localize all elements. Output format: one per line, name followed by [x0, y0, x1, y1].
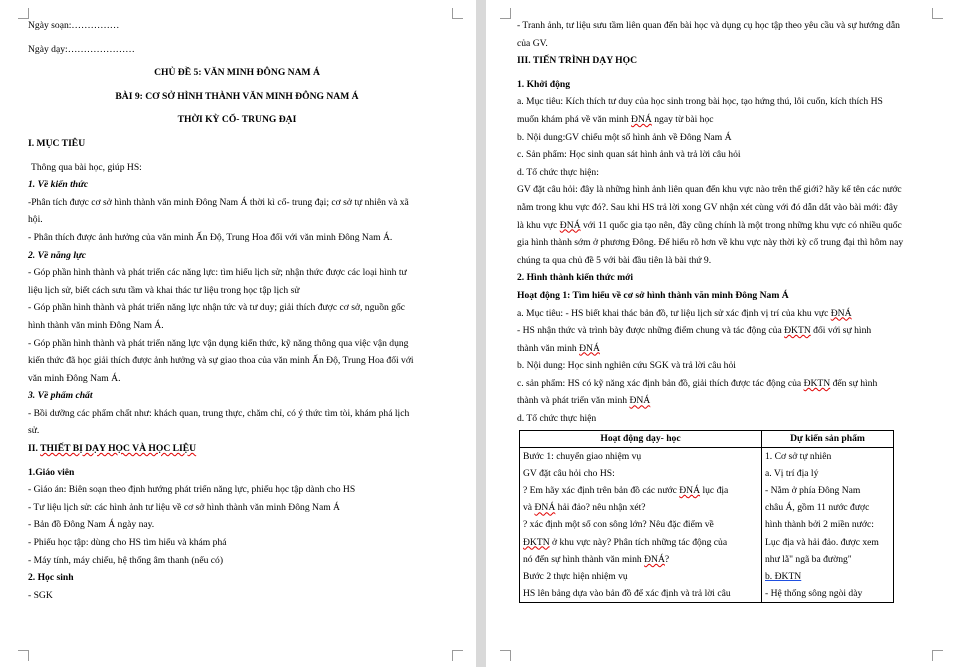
paragraph: - Bồi dưỡng các phẩm chất như: khách quan, trung thực, chăm chỉ, có ý thức tìm tòi, khám phá lịch — [28, 407, 410, 419]
paragraph: hội. — [28, 214, 43, 226]
cell-line: a. Vị trí địa lý — [765, 467, 819, 479]
subsection-heading: 1.Giáo viên — [28, 466, 75, 478]
subsection-heading: 1. Về kiến thức — [28, 179, 89, 191]
abbr-dna: ĐNÁ — [629, 395, 651, 407]
text-run: - HS nhận thức và trình bày được những điểm chung và tác động của — [517, 325, 785, 337]
paragraph: - SGK — [28, 589, 53, 601]
table-row — [520, 447, 894, 603]
text-run: với 11 quốc gia tạo nên, đây cũng chính là một trong những khu vực có nhiều quốc — [580, 219, 902, 231]
document-page-right — [486, 0, 958, 667]
text-run: đối với sự hình — [810, 325, 872, 337]
text-run: hải đảo? nêu nhận xét? — [555, 502, 646, 514]
abbr-dna: ĐNÁ — [830, 307, 852, 319]
paragraph: của GV. — [517, 37, 548, 49]
cell-line: hình thành bởi 2 miền nước: — [765, 519, 874, 531]
text-run: muốn khám phá về văn minh — [517, 113, 632, 125]
paragraph: d. Tổ chức thực hiện: — [517, 166, 599, 178]
section-heading: I. MỤC TIÊU — [28, 137, 86, 149]
crop-mark — [500, 650, 511, 661]
section-title: THIẾT BỊ DẠY HỌC VÀ HỌC LIỆU — [40, 443, 197, 455]
paragraph: - Phân thích được ảnh hưởng của văn minh Ấn Độ, Trung Hoa đối với văn minh Đông Nam Á. — [28, 231, 393, 243]
topic-title: CHỦ ĐỀ 5: VĂN MINH ĐÔNG NAM Á — [154, 67, 320, 79]
cell-line — [523, 499, 758, 516]
abbr-dna: ĐNÁ — [644, 553, 665, 565]
table-cell-product — [762, 447, 894, 603]
abbr-dna: ĐNÁ — [559, 219, 581, 231]
activity-heading: Hoạt động 1: Tìm hiểu về cơ sở hình thành văn minh Đông Nam Á — [517, 289, 789, 301]
paragraph: b. Nội dung:GV chiếu một số hình ảnh về Đông Nam Á — [517, 131, 732, 143]
cell-line: GV đặt câu hỏi cho HS: — [523, 467, 615, 479]
document-page-left — [0, 0, 476, 667]
paragraph — [517, 111, 932, 129]
paragraph: văn minh Đông Nam Á. — [28, 372, 121, 384]
text-run: nó đến sự hình thành văn minh — [523, 553, 645, 565]
text-run: ? Em hãy xác định trên bản đồ các nước — [523, 485, 680, 497]
paragraph — [517, 305, 932, 323]
text-run: thành và phát triển văn minh — [517, 395, 630, 407]
text-run: lục địa — [700, 485, 729, 497]
paragraph: Thông qua bài học, giúp HS: — [31, 161, 142, 173]
text-run: a. Mục tiêu: - HS biết khai thác bản đồ, tư liệu lịch sử xác định vị trí của khu vực — [517, 307, 831, 319]
prep-date: Ngày soạn:…………… — [28, 20, 120, 31]
paragraph: - Máy tính, máy chiếu, hệ thống âm thanh (nếu có) — [28, 554, 224, 566]
cell-line: - Hệ thống sông ngòi dày — [765, 588, 863, 600]
abbr-dktn: ĐKTN — [803, 377, 831, 389]
paragraph — [517, 217, 932, 235]
paragraph: - Tư liệu lịch sử: các hình ảnh tư liệu về cơ sở hình thành văn minh Đông Nam Á — [28, 501, 340, 513]
paragraph: - Phiếu học tập: dùng cho HS tìm hiểu và khám phá — [28, 537, 227, 549]
paragraph: a. Mục tiêu: Kích thích tư duy của học sinh trong bài học, tạo hứng thú, lôi cuốn, kích thích HS — [517, 96, 883, 108]
activity-table — [519, 430, 894, 604]
text-run: ngay từ bài học — [651, 113, 714, 125]
page-gutter — [476, 0, 486, 667]
table-header: Hoạt động dạy- học — [520, 430, 762, 447]
cell-line: 1. Cơ sở tự nhiên — [765, 450, 832, 462]
paragraph: gia hình thành sớm ở phương Đông. Để hiểu rõ hơn về khu vực này thời kỳ cổ trung đại thì hôm nay — [517, 237, 904, 249]
crop-mark — [452, 650, 463, 661]
crop-mark — [932, 650, 943, 661]
subsection-heading: 2. Học sinh — [28, 572, 74, 584]
text-run: và — [523, 502, 535, 514]
period-title: THỜI KỲ CỔ- TRUNG ĐẠI — [177, 114, 297, 126]
section-number: II. — [28, 443, 41, 455]
abbr-dna: ĐNÁ — [679, 485, 701, 497]
page-text — [517, 17, 932, 603]
subsection-heading: 2. Hình thành kiến thức mới — [517, 272, 634, 284]
paragraph — [517, 340, 932, 358]
paragraph: c. Sản phẩm: Học sinh quan sát hình ảnh và trả lời câu hỏi — [517, 149, 741, 161]
paragraph: hình thành văn minh Đông Nam Á. — [28, 319, 164, 331]
paragraph: - Tranh ảnh, tư liệu sưu tầm liên quan đến bài học và dụng cụ học tập theo yêu cầu và sự hướng dẫn — [517, 20, 900, 31]
paragraph: - Góp phần hình thành và phát triển năng lực vận dụng kiến thức, kỹ năng thông qua việc vận dụng — [28, 337, 409, 349]
crop-mark — [452, 8, 463, 19]
crop-mark — [18, 650, 29, 661]
paragraph: - Góp phần hình thành và phát triển các năng lực: tìm hiểu lịch sử; nhận thức được các loại hình tư — [28, 267, 407, 279]
paragraph — [517, 322, 932, 340]
cell-line: ? xác định một số con sông lớn? Nêu đặc điểm về — [523, 519, 714, 531]
subsection-heading: 1. Khởi động — [517, 78, 571, 90]
subsection-heading: 2. Về năng lực — [28, 249, 86, 261]
cell-line — [523, 534, 758, 551]
paragraph: - Góp phần hình thành và phát triển năng lực nhận tức và tư duy; giải thích được cơ sở, nguồn gốc — [28, 302, 406, 314]
cell-line: b. ĐKTN — [765, 571, 802, 583]
paragraph — [517, 392, 932, 410]
paragraph: kiến thức đã học giải thích được ảnh hưởng và sự giao thoa của văn minh Ấn Độ, Trung Hoa đối với — [28, 355, 414, 367]
paragraph: - Bản đồ Đông Nam Á ngày nay. — [28, 519, 155, 531]
subsection-heading: 3. Về phẩm chất — [28, 390, 93, 402]
abbr-dna: ĐNÁ — [534, 502, 556, 514]
abbr-dna: ĐNÁ — [579, 342, 600, 354]
text-run: ở khu vực này? Phân tích những tác động của — [549, 536, 728, 548]
cell-line: Bước 1: chuyển giao nhiệm vụ — [523, 450, 642, 462]
page-text — [28, 17, 446, 604]
text-run: ? — [664, 553, 670, 565]
lesson-title: BÀI 9: CƠ SỞ HÌNH THÀNH VĂN MINH ĐÔNG NAM Á — [115, 90, 359, 102]
paragraph: liệu lịch sử, biết cách sưu tầm và khai thác tư liệu trong học tập lịch sử — [28, 284, 300, 296]
cell-line: châu Á, gồm 11 nước được — [765, 502, 870, 514]
cell-line: Lục địa và hải đảo. được xem — [765, 536, 879, 548]
paragraph: chúng ta qua chủ đề 5 với bài đầu tiên là bài thứ 9. — [517, 254, 712, 266]
paragraph: b. Nội dung: Học sinh nghiên cứu SGK và trả lời câu hỏi — [517, 360, 736, 372]
cell-line — [523, 551, 758, 568]
paragraph: -Phân tích được cơ sở hình thành văn minh Đông Nam Á thời kì cổ- trung đại; cơ sở tự nhiên và xã — [28, 196, 409, 208]
table-cell-activity — [520, 447, 762, 603]
paragraph: GV đặt câu hỏi: đây là những hình ảnh liên quan đến khu vực nào trên thế giới? hãy kể tên các nước — [517, 184, 902, 196]
abbr-dktn: ĐKTN — [523, 536, 550, 548]
cell-line — [523, 482, 758, 499]
text-run: đến sự hình — [830, 377, 878, 389]
abbr-dna: ĐNÁ — [631, 113, 652, 125]
cell-line: HS lên bảng dựa vào bản đồ để xác định và trả lời câu — [523, 588, 731, 600]
text-run: là khu vực — [517, 219, 560, 231]
paragraph — [517, 375, 932, 393]
cell-line: - Nằm ở phía Đông Nam — [765, 485, 861, 497]
abbr-dktn: ĐKTN — [784, 325, 811, 337]
text-run: c. sản phẩm: HS có kỹ năng xác định bản đồ, giải thích được tác động của — [517, 377, 804, 389]
crop-mark — [932, 8, 943, 19]
teach-date: Ngày dạy:………………… — [28, 43, 135, 55]
paragraph: - Giáo án: Biên soạn theo định hướng phát triển năng lực, phiếu học tập dành cho HS — [28, 484, 356, 496]
cell-line: Bước 2 thực hiện nhiệm vụ — [523, 571, 628, 583]
paragraph: sử. — [28, 425, 40, 437]
section-heading: III. TIẾN TRÌNH DẠY HỌC — [517, 55, 638, 67]
text-run: thành văn minh — [517, 342, 580, 354]
paragraph: d. Tổ chức thực hiện — [517, 413, 597, 425]
cell-line: như lằ" ngã ba đường" — [765, 553, 852, 565]
crop-mark — [500, 8, 511, 19]
section-heading — [28, 440, 446, 458]
paragraph: nằm trong khu vực đó?. Sau khi HS trả lời xong GV nhận xét cùng với đó dẫn dắt vào bài mới: đây — [517, 201, 898, 213]
table-header: Dự kiến sản phẩm — [762, 430, 894, 447]
